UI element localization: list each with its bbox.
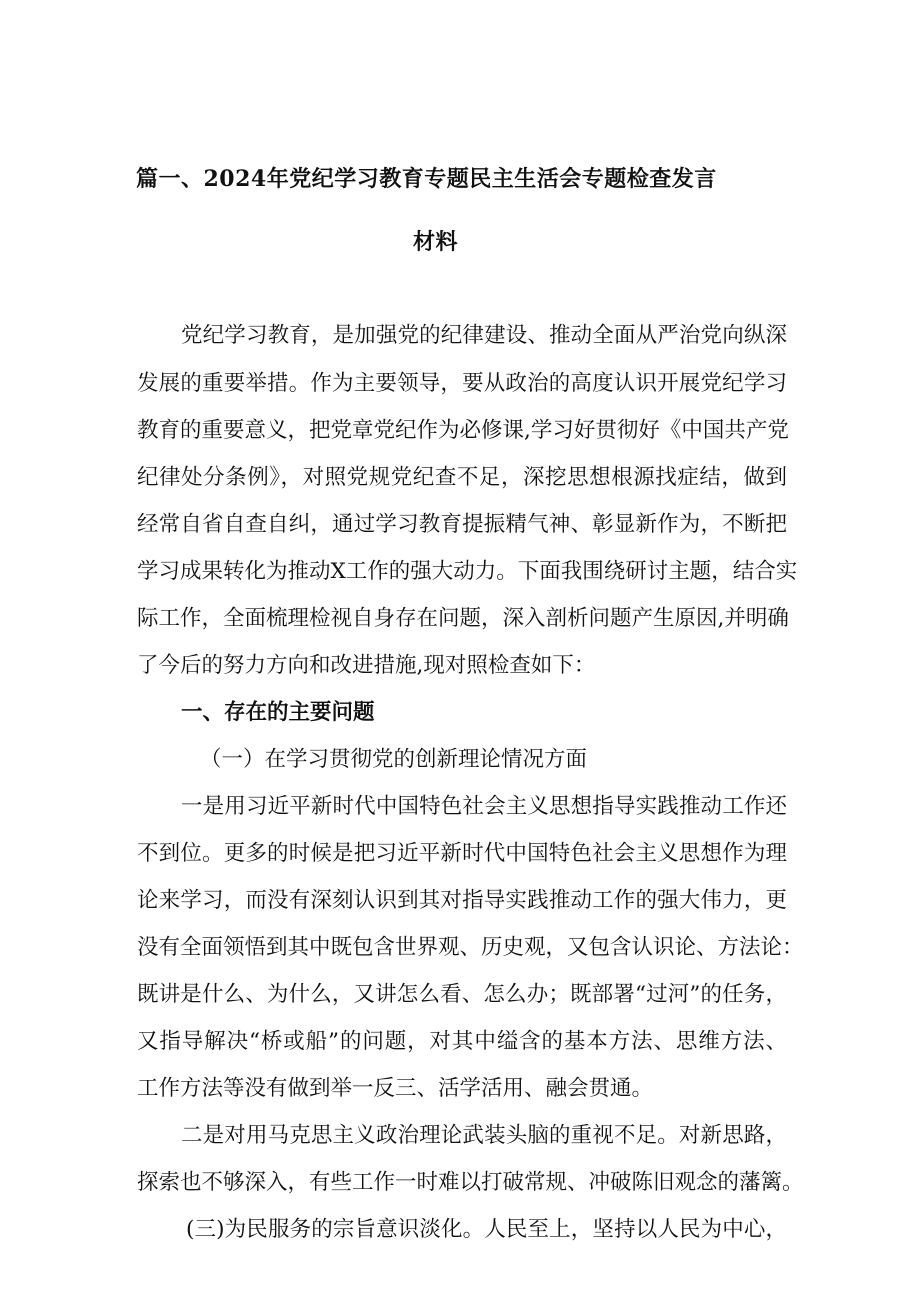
intro-line: 党纪学习教育，是加强党的纪律建设、推动全面从严治党向纵深 [181, 323, 787, 348]
paragraph-line: (三)为民服务的宗旨意识淡化。人民至上，坚持以人民为中心， [186, 1217, 787, 1242]
paragraph-line: 一是用习近平新时代中国特色社会主义思想指导实践推动工作还 [181, 794, 787, 819]
intro-line: 学习成果转化为推动X工作的强大动力。下面我围绕研讨主题，结合实 [137, 559, 798, 584]
intro-line: 纪律处分条例》，对照党规党纪查不足，深挖思想根源找症结，做到 [137, 465, 787, 490]
paragraph-line: 论来学习，而没有深刻认识到其对指导实践推动工作的强大伟力，更 [137, 888, 787, 913]
intro-line: 经常自省自查自纠，通过学习教育提振精气神、彰显新作为，不断把 [137, 512, 787, 537]
paragraph-line: 不到位。更多的时候是把习近平新时代中国特色社会主义思想作为理 [137, 841, 787, 866]
document-title-line-1: 篇一、2024年党纪学习教育专题民主生活会专题检查发言 [136, 166, 717, 192]
paragraph-line: 既讲是什么、为什么，又讲怎么看、怎么办；既部署“过河”的任务， [137, 982, 787, 1007]
document-title-line-2: 材料 [413, 229, 459, 255]
intro-line: 了今后的努力方向和改进措施,现对照检查如下： [137, 653, 596, 678]
paragraph-line: 探索也不够深入，有些工作一时难以打破常规、冲破陈旧观念的藩篱。 [137, 1170, 804, 1195]
paragraph-line: 没有全面领悟到其中既包含世界观、历史观，又包含认识论、方法论： [137, 935, 804, 960]
intro-line: 发展的重要举措。作为主要领导，要从政治的高度认识开展党纪学习 [137, 371, 787, 396]
intro-line: 际工作，全面梳理检视自身存在问题，深入剖析问题产生原因,并明确 [137, 606, 789, 631]
intro-line: 教育的重要意义，把党章党纪作为必修课,学习好贯彻好《中国共产党 [137, 418, 789, 443]
paragraph-line: 又指导解决“桥或船”的问题，对其中缢含的基本方法、思维方法、 [137, 1029, 787, 1054]
paragraph-line: 工作方法等没有做到举一反三、活学活用、融会贯通。 [137, 1076, 654, 1101]
paragraph-line: 二是对用马克思主义政治理论武装头脑的重视不足。对新思路， [181, 1123, 787, 1148]
section-heading: 一、存在的主要问题 [181, 700, 375, 725]
subsection-heading: （一）在学习贯彻党的创新理论情况方面 [200, 747, 588, 772]
